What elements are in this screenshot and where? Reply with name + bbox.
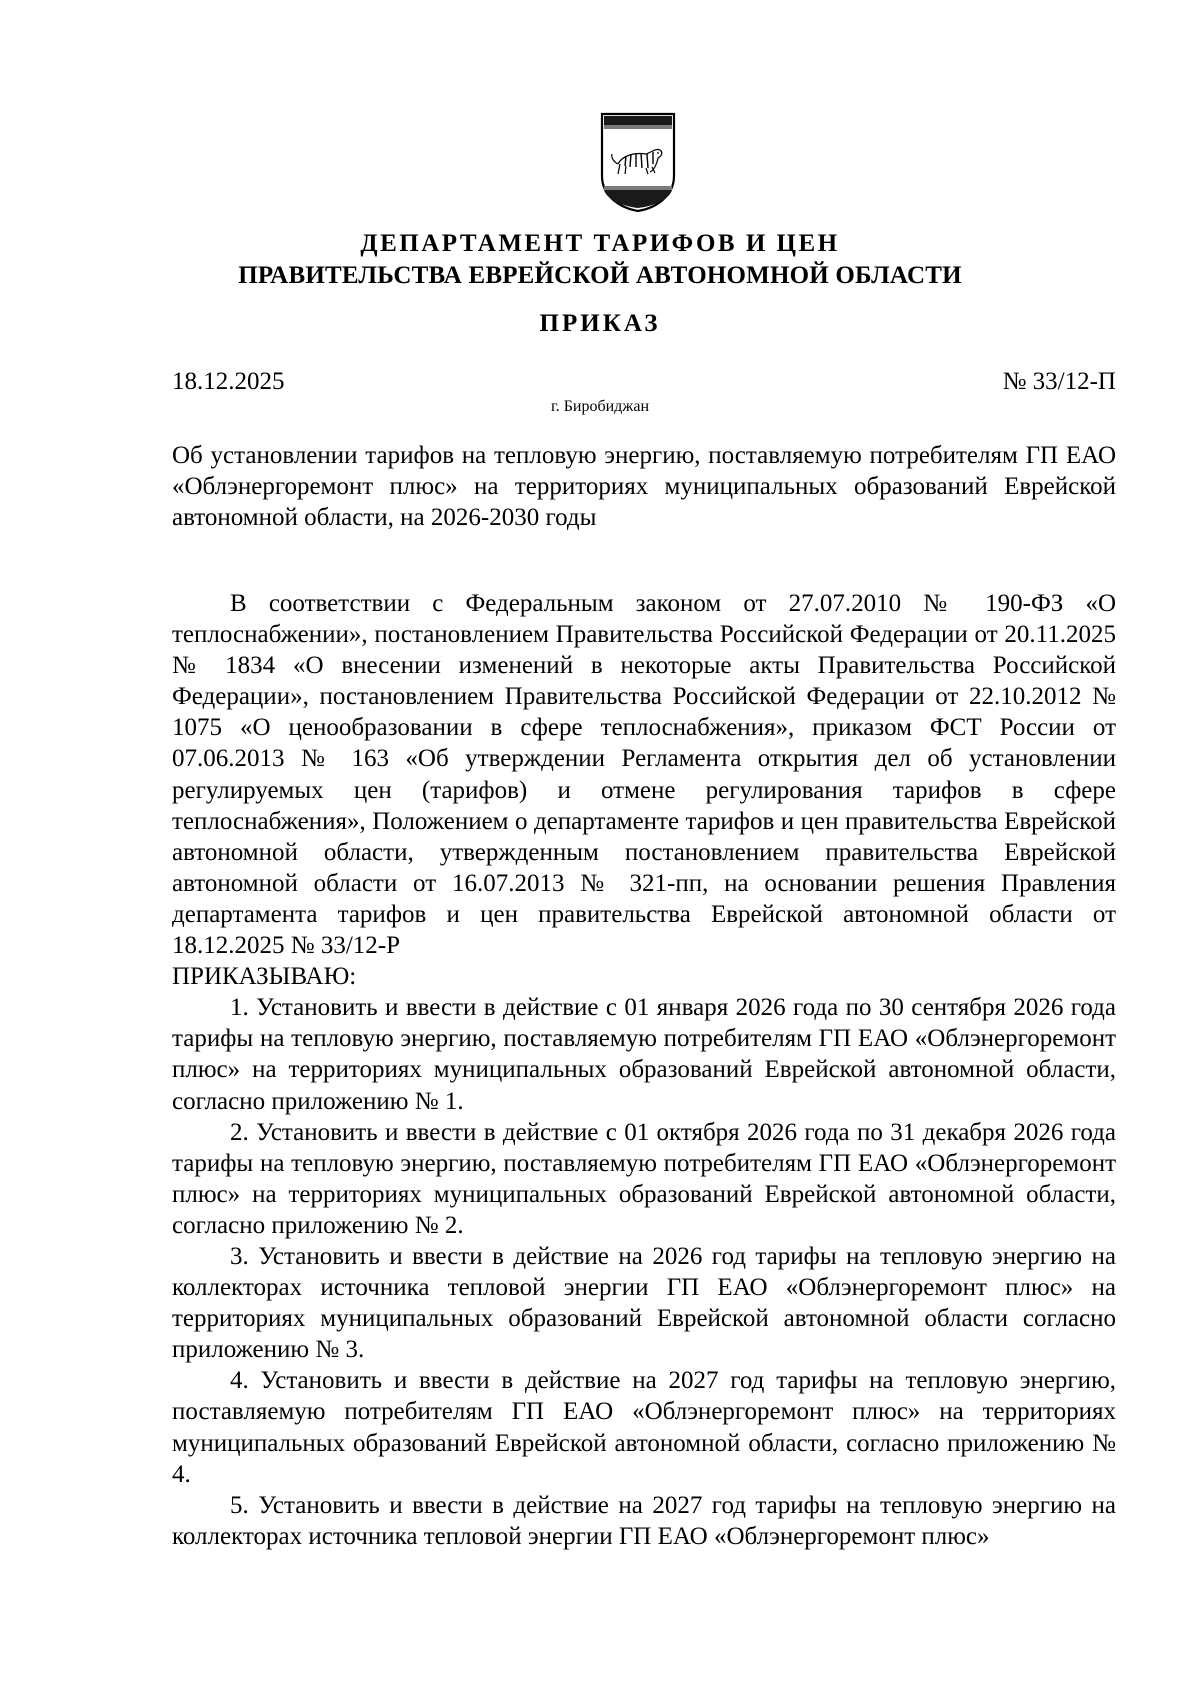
document-type-title: ПРИКАЗ (539, 310, 661, 337)
order-item-3: 3. Установить и ввести в действие на 2026 год тарифы на тепловую энергию на коллекторах источника тепловой энергии ГП ЕАО «Облэнергоремонт плюс» на территориях муниципальных образований Еврейской автономной области согласно приложению № 3. (172, 1242, 1116, 1364)
document-body (172, 588, 1116, 1552)
document-subject: Об установлении тарифов на тепловую энергию, поставляемую потребителям ГП ЕАО «Облэнергоремонт плюс» на территориях муниципальных образований Еврейской автономной области, на 2026-2030 годы (172, 442, 1116, 531)
department-name-line1: ДЕПАРТАМЕНТ ТАРИФОВ И ЦЕН (360, 230, 840, 257)
order-item-1: 1. Установить и ввести в действие с 01 января 2026 года по 30 сентября 2026 года тарифы на тепловую энергию, поставляемую потребителям ГП ЕАО «Облэнергоремонт плюс» на территориях муниципальных образований Еврейской автономной области, согласно приложению № 1. (172, 994, 1116, 1115)
order-item-2: 2. Установить и ввести в действие с 01 октября 2026 года по 31 декабря 2026 года тарифы на тепловую энергию, поставляемую потребителям ГП ЕАО «Облэнергоремонт плюс» на территориях муниципальных образований Еврейской автономной области, согласно приложению № 2. (172, 1118, 1116, 1239)
department-name-line2: ПРАВИТЕЛЬСТВА ЕВРЕЙСКОЙ АВТОНОМНОЙ ОБЛАСТИ (238, 262, 962, 289)
coat-of-arms-tiger-icon (600, 112, 676, 212)
order-word: ПРИКАЗЫВАЮ: (172, 963, 357, 991)
order-item-4: 4. Установить и ввести в действие на 2027 год тарифы на тепловую энергию, поставляемую потребителям ГП ЕАО «Облэнергоремонт плюс» на территориях муниципальных образований Еврейской автономной области, согласно приложению № 4. (172, 1367, 1116, 1488)
document-number: № 33/12-П (1002, 368, 1116, 395)
order-item-5: 5. Установить и ввести в действие на 2027 год тарифы на тепловую энергию на коллекторах источника тепловой энергии ГП ЕАО «Облэнергоремонт плюс» (172, 1491, 1116, 1550)
document-city: г. Биробиджан (550, 398, 650, 415)
preamble-paragraph: В соответствии с Федеральным законом от 27.07.2010 № 190-ФЗ «О теплоснабжении», постановлением Правительства Российской Федерации от 20.11.2025 № 1834 «О внесении изменений в некоторые акты Правительства Российской Федерации», постановлением Правительства Российской Федерации от 22.10.2012 № 1075 «О ценообразовании в сфере теплоснабжения», приказом ФСТ России от 07.06.2013 № 163 «Об утверждении Регламента открытия дел об установлении регулируемых цен (тарифов) и отмене регулирования тарифов в сфере теплоснабжения», Положением о департаменте тарифов и цен правительства Еврейской автономной области, утвержденным постановлением правительства Еврейской автономной области от 16.07.2013 № 321-пп, на основании решения Правления департамента тарифов и цен правительства Еврейской автономной области от 18.12.2025 № 33/12-Р (172, 590, 1116, 960)
document-date: 18.12.2025 (172, 368, 285, 395)
